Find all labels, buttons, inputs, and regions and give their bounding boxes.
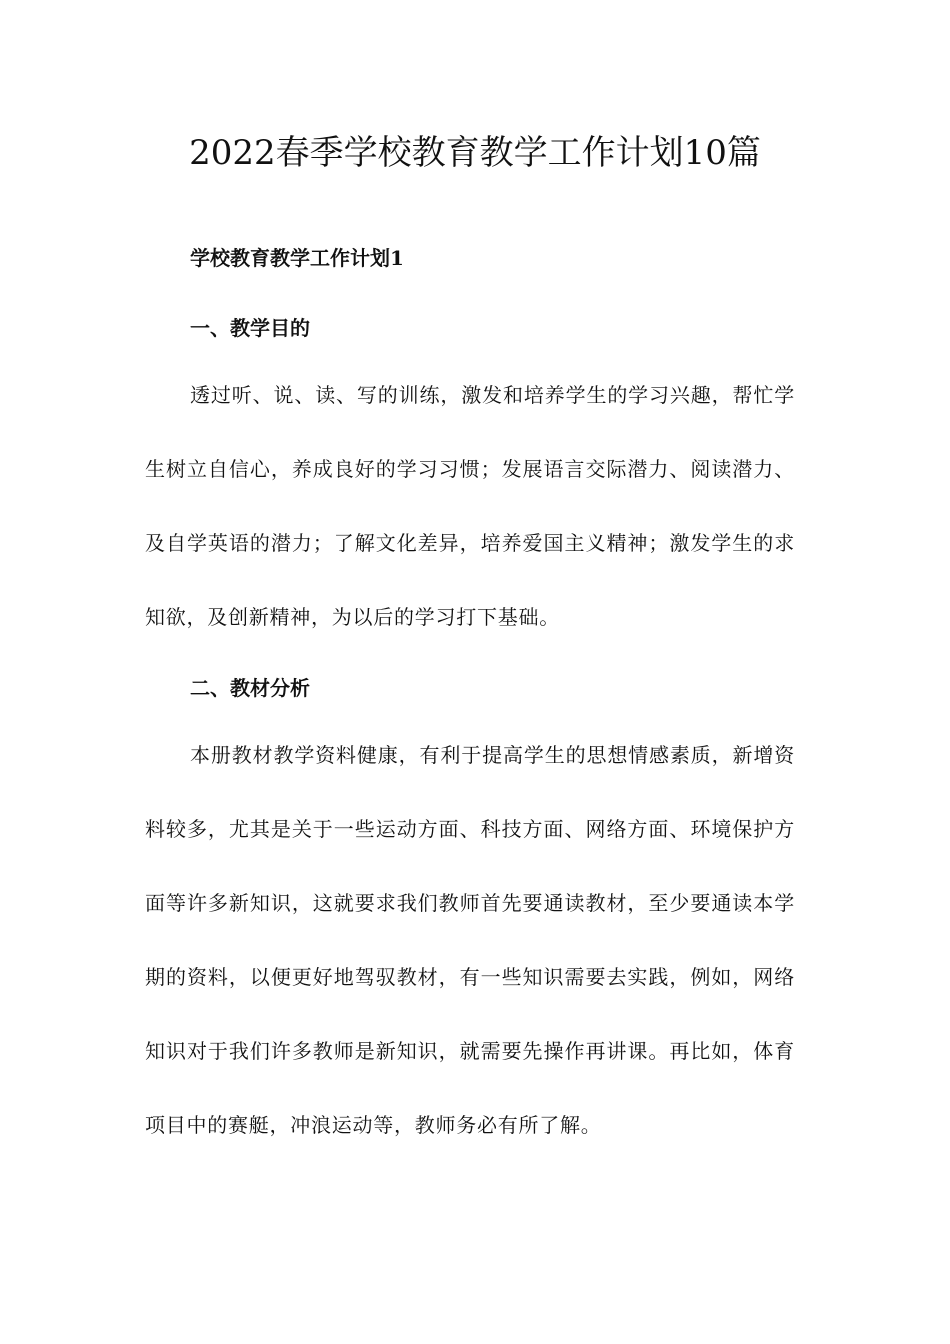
plan-heading: 学校教育教学工作计划1 [190,246,404,270]
paragraph-teaching-goals: 透过听、说、读、写的训练，激发和培养学生的学习兴趣，帮忙学生树立自信心，养成良好的学习习惯；发展语言交际潜力、阅读潜力、及自学英语的潜力；了解文化差异，培养爱国主义精神；激发学生的求知欲，及创新精神，为以后的学习打下基础。 [145,383,795,629]
section-heading-teaching-goals: 一、教学目的 [190,316,310,340]
spacer [145,288,795,298]
section-heading-textbook-analysis: 二、教材分析 [190,676,310,700]
paragraph-textbook-analysis: 本册教材教学资料健康，有利于提高学生的思想情感素质，新增资料较多，尤其是关于一些运动方面、科技方面、网络方面、环境保护方面等许多新知识，这就要求我们教师首先要通读教材，至少要通读本学期的资料，以便更好地驾驭教材，有一些知识需要去实践，例如，网络知识对于我们许多教师是新知识，就需要先操作再讲课。再比如，体育项目中的赛艇，冲浪运动等，教师务必有所了解。 [145,743,795,1137]
document-body [145,228,795,1162]
document-title: 2022春季学校教育教学工作计划10篇 [189,133,761,173]
